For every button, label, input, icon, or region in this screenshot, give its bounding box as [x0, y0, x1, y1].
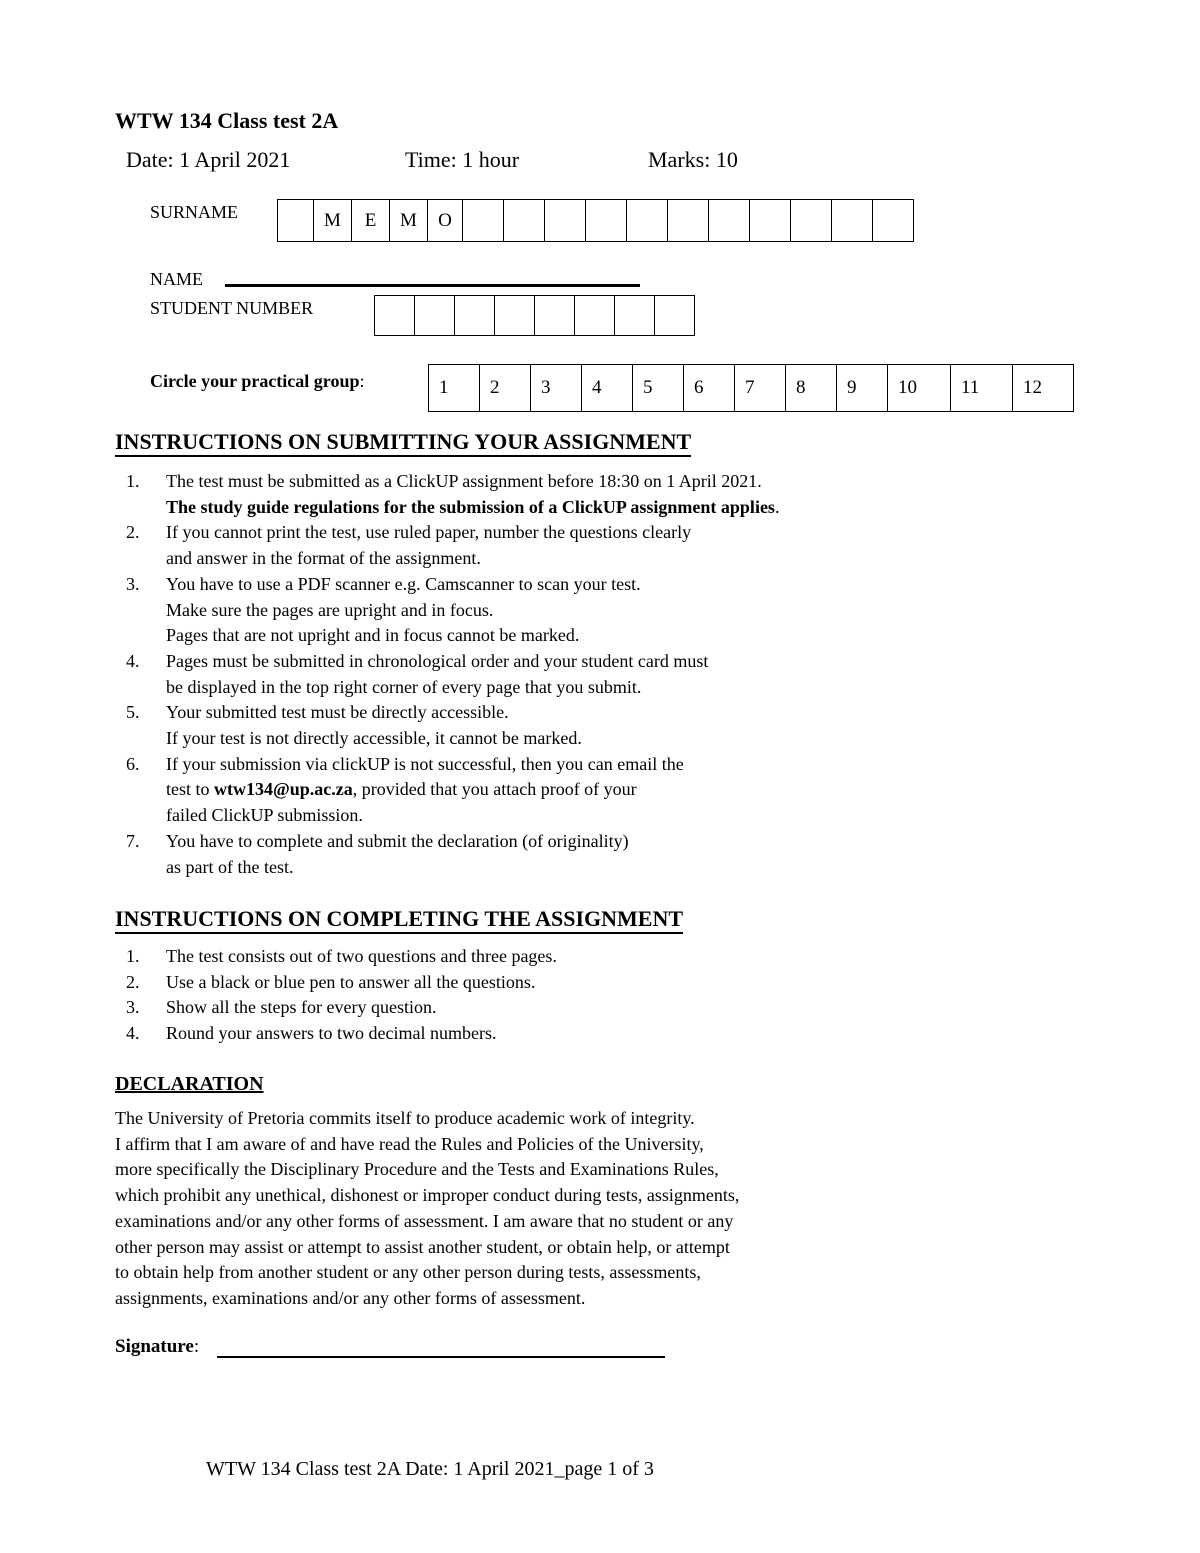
instruction-number: 1. — [126, 471, 140, 491]
student-number-box[interactable] — [455, 296, 495, 336]
practical-group-label-text: Circle your practical group — [150, 371, 360, 391]
student-number-box[interactable] — [575, 296, 615, 336]
signature-colon: : — [193, 1336, 200, 1357]
instruction-item — [126, 944, 557, 970]
instruction-line: The test must be submitted as a ClickUP assignment before 18:30 on 1 April 2021. — [166, 471, 762, 491]
practical-group-option[interactable]: 4 — [582, 365, 633, 412]
surname-box[interactable] — [463, 200, 504, 242]
instruction-item — [126, 469, 779, 520]
page-footer: WTW 134 Class test 2A Date: 1 April 2021_page 1 of 3 — [206, 1458, 654, 1480]
practical-group-option[interactable]: 2 — [480, 365, 531, 412]
practical-group-label — [150, 371, 365, 392]
instruction-line: If you cannot print the test, use ruled paper, number the questions clearly — [166, 522, 692, 543]
instruction-item — [126, 572, 779, 649]
surname-boxes[interactable] — [277, 199, 914, 242]
declaration-line: I affirm that I am aware of and have read the Rules and Policies of the University, — [115, 1133, 704, 1154]
surname-box[interactable] — [709, 200, 750, 242]
instruction-line: Make sure the pages are upright and in focus. — [166, 599, 494, 620]
instruction-line: Show all the steps for every question. — [166, 997, 437, 1018]
name-line[interactable] — [225, 284, 640, 287]
declaration-line: more specifically the Disciplinary Procedure and the Tests and Examinations Rules, — [115, 1159, 719, 1180]
surname-box[interactable]: M — [314, 200, 352, 242]
name-label: NAME — [150, 269, 203, 289]
instruction-text: , provided that you attach proof of your — [352, 779, 637, 800]
student-number-box[interactable] — [415, 296, 455, 336]
instruction-line: Your submitted test must be directly accessible. — [166, 702, 509, 723]
instruction-suffix: . — [774, 496, 780, 517]
student-number-box[interactable] — [535, 296, 575, 336]
instruction-line: Pages that are not upright and in focus cannot be marked. — [166, 625, 580, 646]
surname-box[interactable]: O — [428, 200, 463, 242]
surname-box[interactable] — [586, 200, 627, 242]
instruction-text: test to — [166, 779, 214, 800]
surname-label: SURNAME — [150, 202, 239, 222]
practical-group-boxes[interactable] — [428, 364, 1074, 412]
instruction-item — [126, 649, 779, 700]
signature-line[interactable] — [217, 1356, 665, 1358]
declaration-line: other person may assist or attempt to assist another student, or obtain help, or attempt — [115, 1236, 730, 1257]
student-number-label: STUDENT NUMBER — [150, 298, 314, 318]
practical-group-option[interactable]: 1 — [429, 365, 480, 412]
instruction-number: 2. — [126, 522, 140, 543]
instruction-number: 1. — [126, 946, 140, 966]
surname-box[interactable] — [832, 200, 873, 242]
instruction-line: as part of the test. — [166, 856, 294, 877]
declaration-line: to obtain help from another student or any other person during tests, assessments, — [115, 1262, 701, 1283]
instruction-item — [126, 995, 557, 1021]
surname-box[interactable] — [545, 200, 586, 242]
instruction-item — [126, 752, 779, 829]
surname-box[interactable] — [504, 200, 545, 242]
practical-group-colon: : — [359, 371, 365, 391]
submitting-heading: INSTRUCTIONS ON SUBMITTING YOUR ASSIGNMENT — [115, 430, 691, 457]
instruction-number: 2. — [126, 971, 140, 992]
test-date: Date: 1 April 2021 — [126, 147, 291, 172]
declaration-line: assignments, examinations and/or any other forms of assessment. — [115, 1287, 586, 1308]
student-number-box[interactable] — [615, 296, 655, 336]
practical-group-option[interactable]: 8 — [786, 365, 837, 412]
instruction-number: 3. — [126, 573, 140, 594]
page-title: WTW 134 Class test 2A — [115, 108, 339, 133]
practical-group-option[interactable]: 6 — [684, 365, 735, 412]
declaration-text — [115, 1106, 935, 1312]
instruction-item — [126, 1021, 557, 1047]
instruction-line: You have to complete and submit the declaration (of originality) — [166, 830, 629, 851]
surname-box[interactable] — [750, 200, 791, 242]
instruction-line: If your test is not directly accessible, it cannot be marked. — [166, 728, 582, 749]
instruction-line: and answer in the format of the assignment. — [166, 548, 481, 569]
surname-box[interactable] — [627, 200, 668, 242]
surname-box[interactable] — [668, 200, 709, 242]
student-number-box[interactable] — [375, 296, 415, 336]
instruction-line: be displayed in the top right corner of every page that you submit. — [166, 676, 642, 697]
completing-instructions — [126, 944, 557, 1047]
instruction-number: 7. — [126, 830, 140, 851]
submitting-instructions — [126, 469, 779, 880]
instruction-number: 4. — [126, 1023, 140, 1044]
instruction-emphasis: The study guide regulations for the submission of a ClickUP assignment applies — [166, 496, 775, 517]
instruction-item — [126, 700, 779, 751]
practical-group-option[interactable]: 3 — [531, 365, 582, 412]
instruction-item — [126, 520, 779, 571]
instruction-number: 4. — [126, 650, 140, 671]
instruction-line — [166, 495, 779, 521]
practical-group-option[interactable]: 11 — [951, 365, 1013, 412]
instruction-line: Use a black or blue pen to answer all the questions. — [166, 971, 536, 992]
declaration-line: The University of Pretoria commits itself to produce academic work of integrity. — [115, 1108, 695, 1128]
instruction-number: 3. — [126, 997, 140, 1018]
student-number-boxes[interactable] — [374, 295, 695, 336]
surname-box[interactable]: E — [352, 200, 390, 242]
student-number-box[interactable] — [655, 296, 695, 336]
practical-group-option[interactable]: 12 — [1013, 365, 1074, 412]
test-marks: Marks: 10 — [648, 147, 738, 172]
instruction-line — [166, 777, 779, 803]
instruction-line: Pages must be submitted in chronological order and your student card must — [166, 650, 709, 671]
surname-box[interactable]: M — [390, 200, 428, 242]
practical-group-option[interactable]: 10 — [888, 365, 951, 412]
signature-label — [115, 1336, 199, 1358]
instruction-line: failed ClickUP submission. — [166, 805, 363, 826]
surname-box[interactable] — [278, 200, 314, 242]
surname-box[interactable] — [873, 200, 914, 242]
instruction-line: Round your answers to two decimal numbers. — [166, 1023, 497, 1044]
practical-group-option[interactable]: 9 — [837, 365, 888, 412]
surname-box[interactable] — [791, 200, 832, 242]
email-link[interactable]: wtw134@up.ac.za — [214, 779, 353, 800]
instruction-line: You have to use a PDF scanner e.g. Camscanner to scan your test. — [166, 573, 641, 594]
declaration-heading: DECLARATION — [115, 1073, 264, 1095]
instruction-number: 6. — [126, 753, 140, 774]
test-duration: Time: 1 hour — [405, 147, 520, 172]
declaration-line: examinations and/or any other forms of assessment. I am aware that no student or any — [115, 1210, 734, 1231]
student-number-box[interactable] — [495, 296, 535, 336]
declaration-line: which prohibit any unethical, dishonest or improper conduct during tests, assignments, — [115, 1185, 740, 1206]
instruction-line: If your submission via clickUP is not successful, then you can email the — [166, 753, 684, 774]
signature-label-text: Signature — [115, 1336, 194, 1357]
instruction-number: 5. — [126, 702, 140, 723]
instruction-line: The test consists out of two questions and three pages. — [166, 946, 557, 966]
practical-group-option[interactable]: 7 — [735, 365, 786, 412]
instruction-item — [126, 829, 779, 880]
practical-group-option[interactable]: 5 — [633, 365, 684, 412]
completing-heading: INSTRUCTIONS ON COMPLETING THE ASSIGNMENT — [115, 907, 683, 934]
instruction-item — [126, 970, 557, 996]
